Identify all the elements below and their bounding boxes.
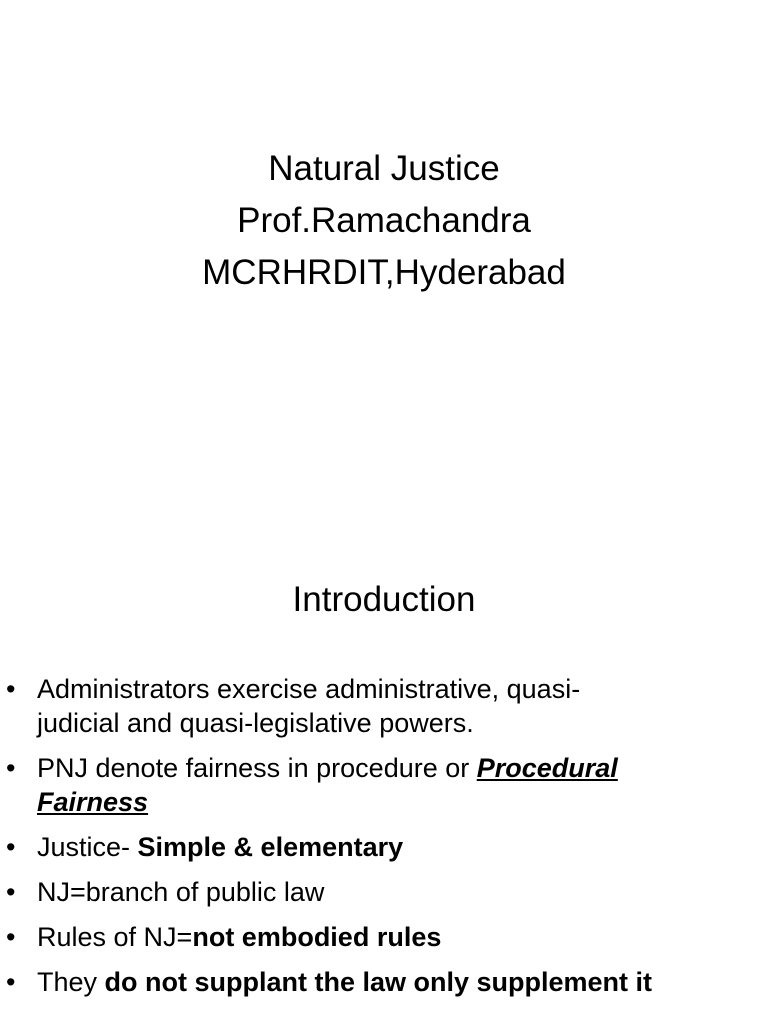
title-block: [0, 143, 768, 299]
bullet-item: [0, 672, 768, 740]
bullet-icon: •: [6, 674, 16, 704]
bullet-item: [0, 920, 768, 954]
bullet-text: PNJ denote fairness in procedure or: [37, 753, 477, 783]
bullet-icon: •: [6, 922, 16, 952]
institution-name: MCRHRDIT,Hyderabad: [202, 253, 566, 292]
bullet-bold: not embodied rules: [192, 922, 442, 952]
bullet-text: Rules of NJ=: [37, 922, 193, 952]
bullet-text: Justice-: [37, 832, 138, 862]
bullet-icon: •: [6, 753, 16, 783]
bullet-emphasis: Procedural: [476, 753, 618, 783]
bullet-text: Administrators exercise administrative, quasi-: [37, 674, 581, 704]
section-title: Introduction: [292, 580, 476, 619]
slide-title: Natural Justice: [268, 149, 500, 188]
bullet-bold: Simple & elementary: [137, 832, 404, 862]
bullet-text: NJ=branch of public law: [37, 877, 325, 907]
bullet-item: [0, 875, 768, 909]
bullet-list: [0, 672, 768, 1010]
bullet-icon: •: [6, 877, 16, 907]
bullet-item: [0, 830, 768, 864]
bullet-icon: •: [6, 967, 16, 997]
bullet-icon: •: [6, 832, 16, 862]
bullet-text: judicial and quasi-legislative powers.: [37, 708, 474, 738]
bullet-item: [0, 751, 768, 819]
bullet-text: They: [37, 967, 105, 997]
bullet-item: [0, 965, 768, 999]
bullet-bold: do not supplant the law only supplement it: [104, 967, 653, 997]
author-name: Prof.Ramachandra: [237, 201, 531, 240]
bullet-emphasis: Fairness: [37, 787, 149, 817]
